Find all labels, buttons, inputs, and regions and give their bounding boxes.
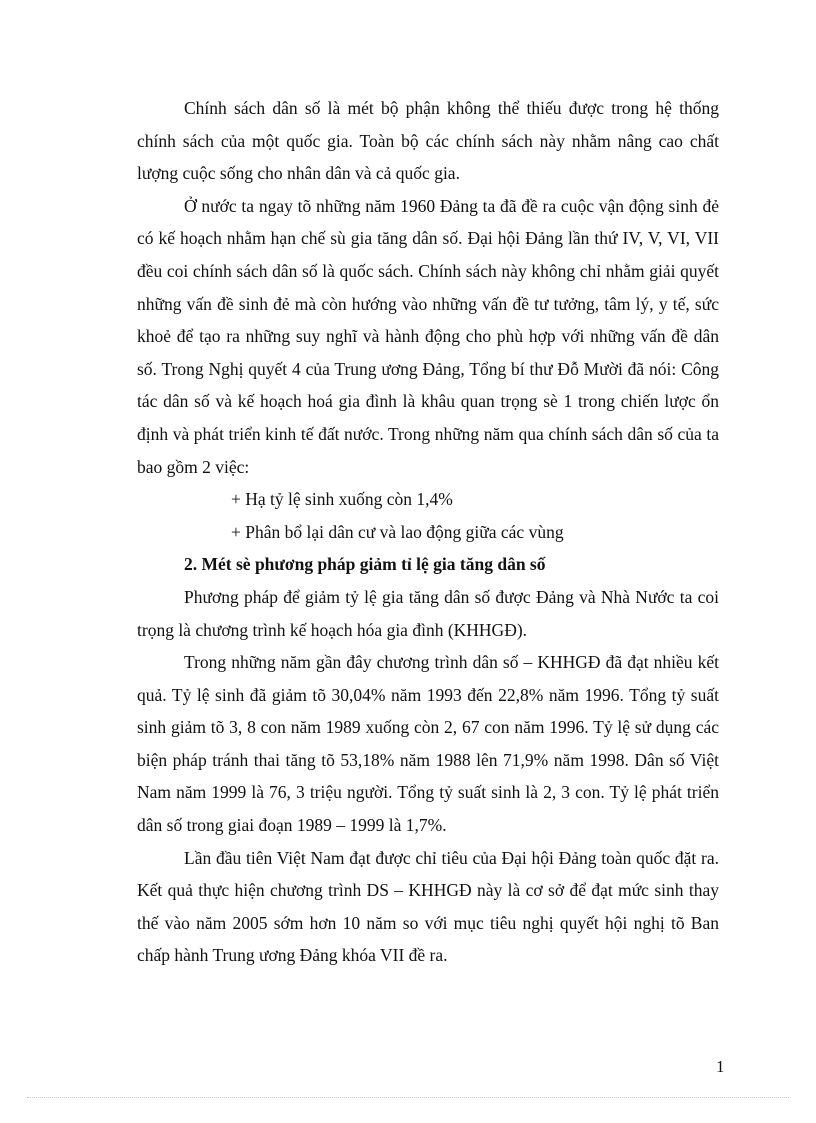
paragraph-population-policy: Chính sách dân số là mét bộ phận không thể thiếu được trong hệ thống chính sách của một quốc gia. Toàn bộ các chính sách này nhằm nâng cao chất lượng cuộc sống cho nhân dân và cả quốc gia. [137,98,719,184]
bullet-birth-rate: + Hạ tỷ lệ sinh xuống còn 1,4% [231,489,453,510]
paragraph-methods: Phương pháp để giảm tỷ lệ gia tăng dân số được Đảng và Nhà Nước ta coi trọng là chương trình kế hoạch hóa gia đình (KHHGĐ). [137,586,719,640]
paragraph-achievement: Lần đầu tiên Việt Nam đạt được chỉ tiêu của Đại hội Đảng toàn quốc đặt ra. Kết quả thực hiện chương trình DS – KHHGĐ này là cơ sở để đạt mức sinh thay thế vào năm 2005 sớm hơn 10 năm so với mục tiêu nghị quyết hội nghị tõ Ban chấp hành Trung ương Đảng khóa VII đề ra. [137,847,719,966]
bullet-redistribution: + Phân bổ lại dân cư và lao động giữa các vùng [231,521,564,542]
document-body [137,92,719,972]
page-number: 1 [716,1057,725,1076]
section-heading: 2. Mét sè phương pháp giảm tỉ lệ gia tăng dân số [184,554,546,575]
footer-divider [27,1097,789,1098]
paragraph-party-policy: Ở nước ta ngay tõ những năm 1960 Đảng ta đã đề ra cuộc vận động sinh đẻ có kế hoạch nhằm hạn chế sù gia tăng dân số. Đại hội Đảng lần thứ IV, V, VI, VII đều coi chính sách dân số là quốc sách. Chính sách này không chỉ nhằm giải quyết những vấn đề sinh đẻ mà còn hướng vào những vấn đề tư tưởng, tâm lý, y tế, sức khoẻ để tạo ra những suy nghĩ và hành động cho phù hợp với những vấn đề dân số. Trong Nghị quyết 4 của Trung ương Đảng, Tổng bí thư Đỗ Mười đã nói: Công tác dân số và kế hoạch hoá gia đình là khâu quan trọng sè 1 trong chiến lược ổn định và phát triển kinh tế đất nước. Trong những năm qua chính sách dân số của ta bao gồm 2 việc: [137,195,719,477]
paragraph-results: Trong những năm gần đây chương trình dân số – KHHGĐ đã đạt nhiều kết quả. Tỷ lệ sinh đã giảm tõ 30,04% năm 1993 đến 22,8% năm 1996. Tổng tỷ suất sinh giảm tõ 3, 8 con năm 1989 xuống còn 2, 67 con năm 1996. Tỷ lệ sử dụng các biện pháp tránh thai tăng tõ 53,18% năm 1988 lên 71,9% năm 1998. Dân số Việt Nam năm 1999 là 76, 3 triệu người. Tổng tỷ suất sinh là 2, 3 con. Tỷ lệ phát triển dân số trong giai đoạn 1989 – 1999 là 1,7%. [137,652,719,836]
